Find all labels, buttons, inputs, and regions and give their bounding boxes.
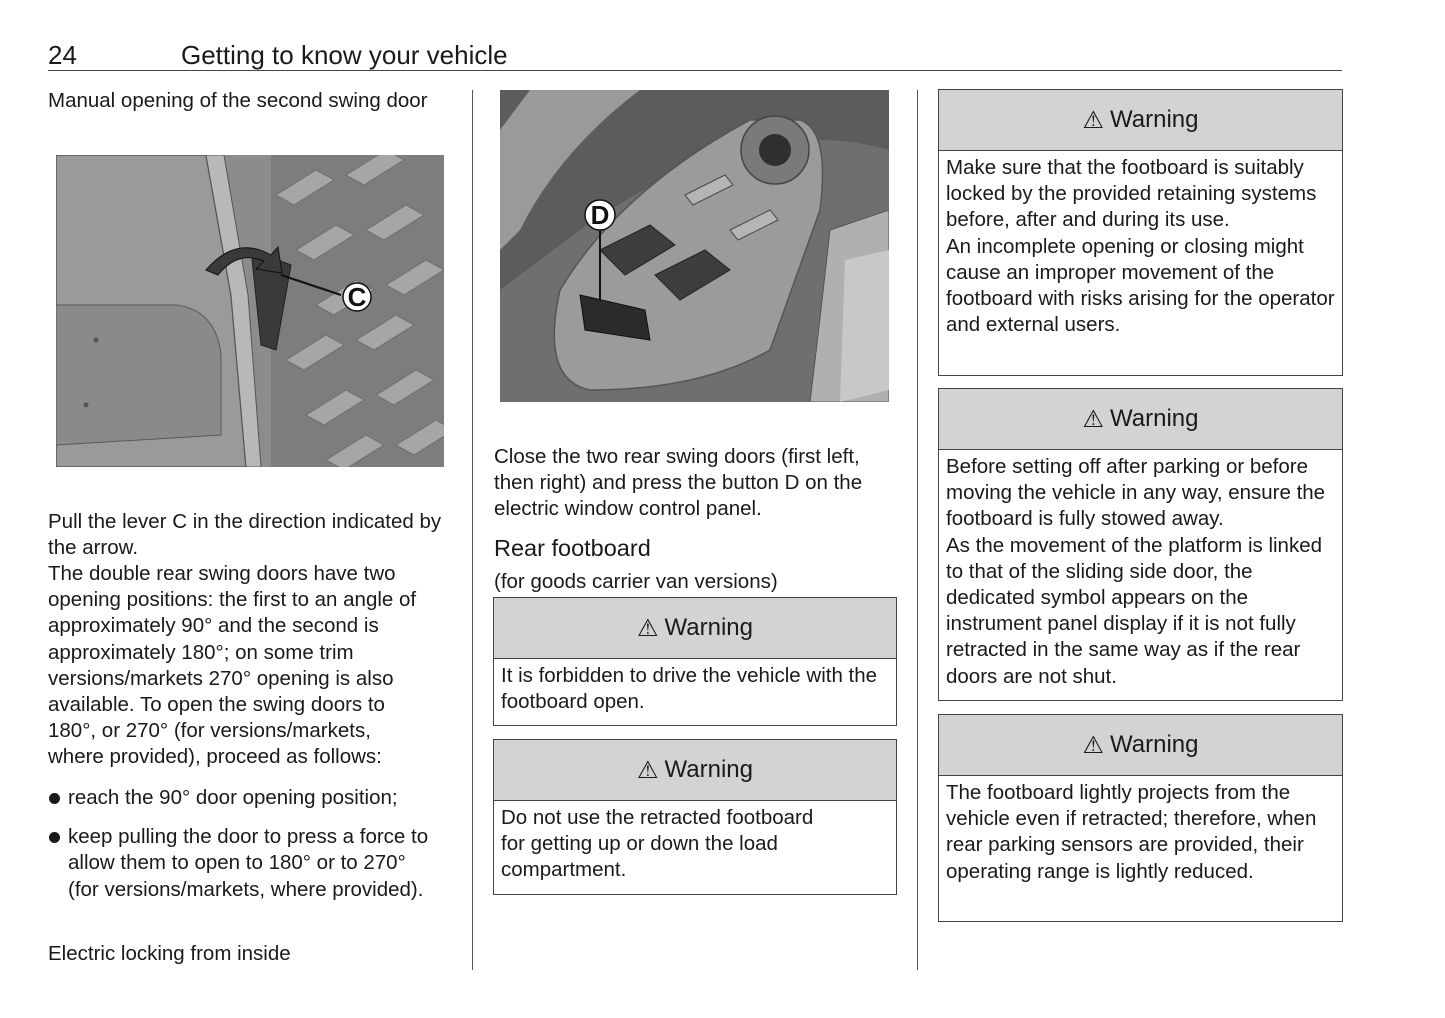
paragraph-close-doors: Close the two rear swing doors (first left, then right) and press the button D on the electric window control panel. [494,445,863,521]
warning-title: Warning [1110,106,1199,133]
warning-text: The footboard lightly projects from the vehicle even if retracted; therefore, when rear parking sensors are provided, their operating range is lightly reduced. [946,781,1317,883]
warning-header [939,389,1342,450]
paragraph-pull-lever: Pull the lever C in the direction indicated by the arrow. [48,510,442,560]
list-item [48,785,438,811]
warning-header [494,598,896,659]
warning-triangle-icon: ⚠ [637,756,659,784]
list-item-text: keep pulling the door to press a force to allow them to open to 180° or to 270° (for versions/markets, where provided). [68,825,429,901]
warning-title: Warning [664,614,753,641]
page-number: 24 [48,40,77,70]
page-header [48,38,1342,71]
swing-door-illustration [56,155,444,467]
warning-box [938,89,1343,376]
section-heading-manual-opening: Manual opening of the second swing door [48,89,428,112]
column-divider [472,90,473,970]
figure-label-d: D [590,200,610,230]
warning-triangle-icon: ⚠ [1082,405,1105,433]
section-heading-electric-locking: Electric locking from inside [48,942,291,965]
warning-text: Do not use the retracted footboard for getting up or down the load compartment. [501,806,814,882]
warning-triangle-icon: ⚠ [637,614,659,642]
bullet-icon [49,832,60,843]
warning-box [493,739,897,895]
warning-box [938,388,1343,701]
control-panel-illustration [500,90,889,402]
warning-title: Warning [1110,405,1199,432]
warning-box [493,597,897,726]
figure-label-c: C [347,282,367,312]
warning-title: Warning [1110,731,1199,758]
warning-triangle-icon: ⚠ [1082,106,1105,134]
note-goods-carrier: (for goods carrier van versions) [494,570,778,593]
list-item [48,824,438,903]
warning-text: It is forbidden to drive the vehicle with the footboard open. [501,664,878,714]
warning-title: Warning [664,756,753,783]
column-divider [917,90,918,970]
figure-swing-door-lever [56,155,444,467]
warning-header [939,90,1342,151]
bullet-icon [49,793,60,804]
section-heading-rear-footboard: Rear footboard [494,535,651,561]
warning-text: Make sure that the footboard is suitably locked by the provided retaining systems before, after and during its use. An incomplete opening or closing might cause an improper movement of the footboard with risks arising for the operator and external users. [946,156,1335,337]
warning-header [494,740,896,801]
warning-triangle-icon: ⚠ [1082,731,1105,759]
bullet-list [48,785,438,916]
page-title: Getting to know your vehicle [181,40,508,70]
warning-text: Before setting off after parking or before moving the vehicle in any way, ensure the footboard is fully stowed away. As the movement of the platform is linked to that of the sliding side door, the dedicated symbol appears on the instrument panel display if it is not fully retracted in the same way as if the rear doors are not shut. [946,455,1326,688]
list-item-text: reach the 90° door opening position; [68,786,398,809]
warning-box [938,714,1343,922]
warning-header [939,715,1342,776]
figure-control-panel [500,90,889,402]
paragraph-opening-positions: The double rear swing doors have two opening positions: the first to an angle of approximately 90° and the second is approximately 180°; on some trim versions/markets 270° opening is also available. To open the swing doors to 180°, or 270° (for versions/markets, where provided), proceed as follows: [48,562,417,769]
